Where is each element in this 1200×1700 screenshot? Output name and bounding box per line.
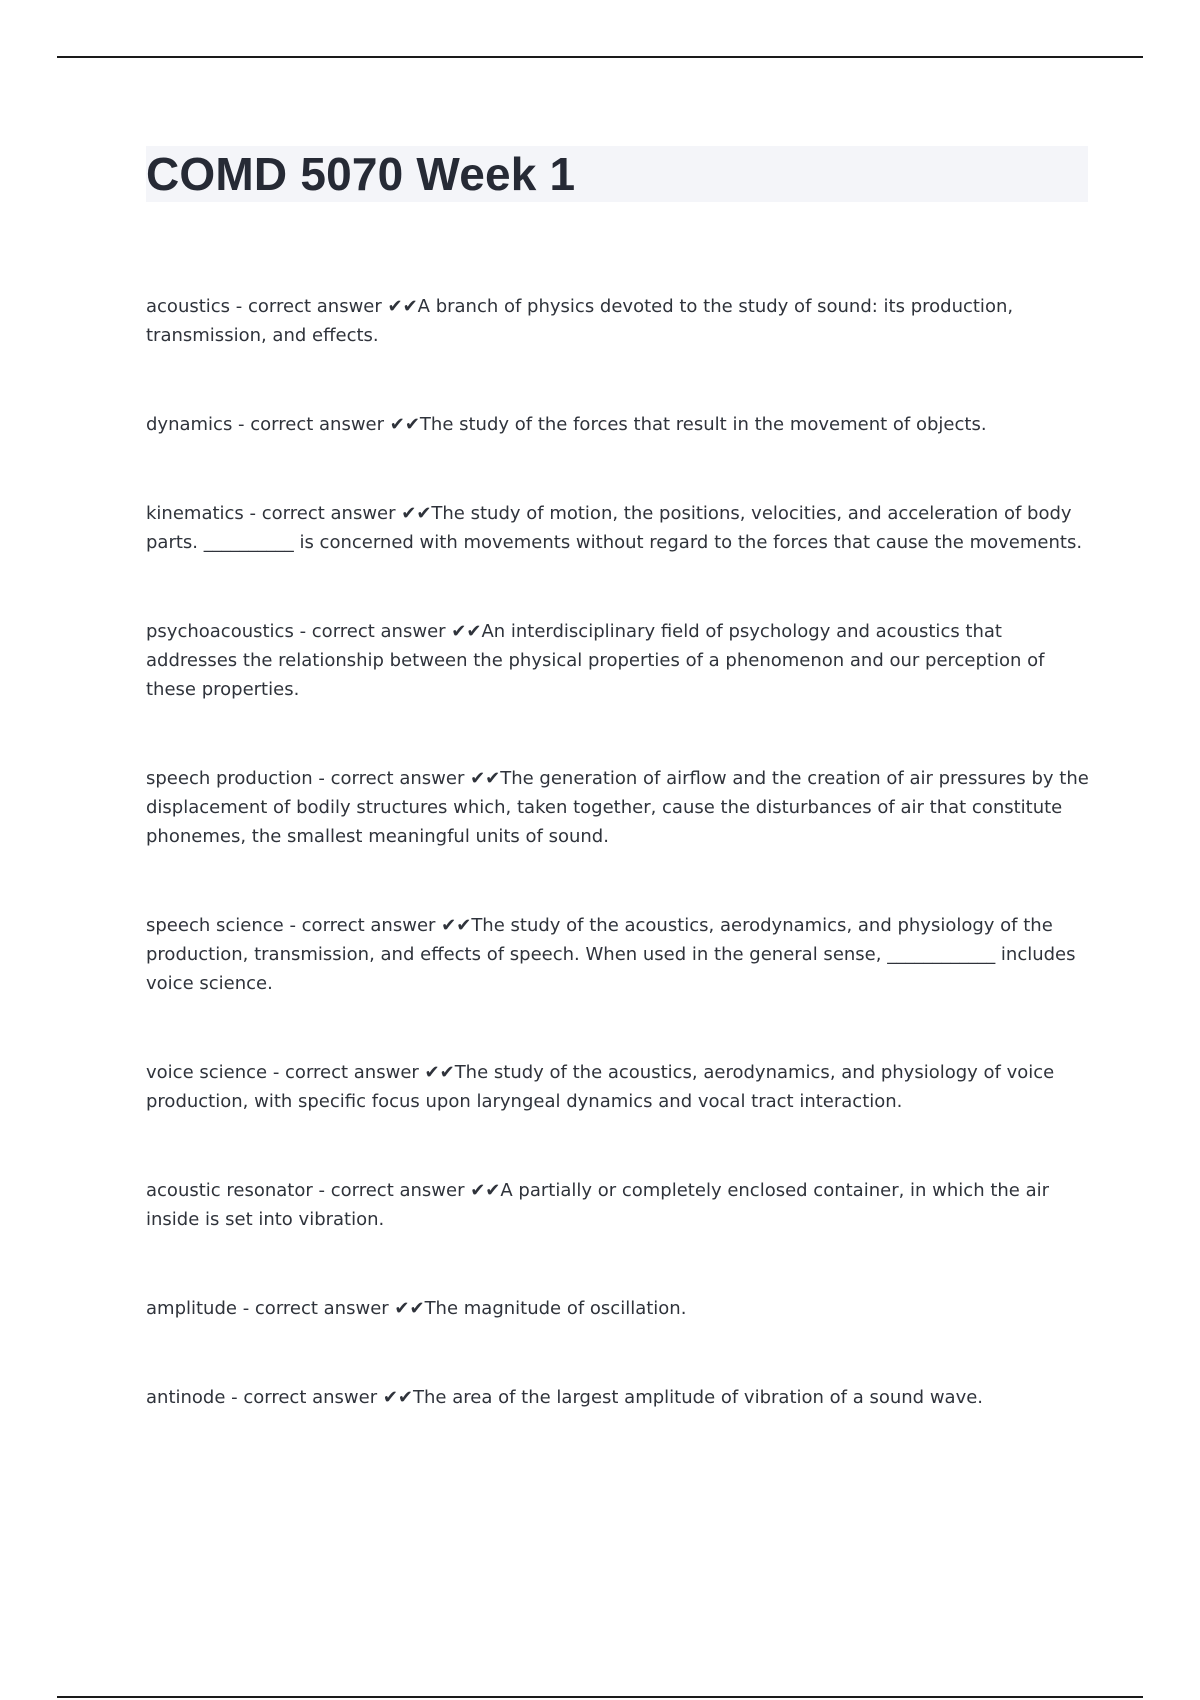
entry-separator: - correct answer [225, 1387, 383, 1408]
entry-separator: - correct answer [312, 768, 471, 789]
entry-term: amplitude [146, 1298, 237, 1319]
entry-term: kinematics [146, 503, 244, 524]
list-item [146, 911, 1096, 998]
checkmark-icon: ✔✔ [387, 296, 418, 317]
list-item [146, 617, 1096, 704]
entry-definition: The study of motion, the positions, velocities, and acceleration of body parts. __________ is concerned with movements without regard to the forces that cause the movements. [146, 503, 1083, 553]
bottom-rule [57, 1696, 1143, 1698]
checkmark-icon: ✔✔ [401, 503, 432, 524]
checkmark-icon: ✔✔ [382, 1387, 414, 1408]
title-block [146, 146, 1088, 202]
entry-term: antinode [146, 1387, 226, 1408]
list-item [146, 1383, 1096, 1412]
entry-definition: The generation of airflow and the creation of air pressures by the displacement of bodily structures which, taken together, cause the disturbances of air that constitute phonemes, the smallest meaningful units of sound. [146, 768, 1089, 847]
entry-separator: - correct answer [236, 1298, 395, 1319]
entry-separator: - correct answer [293, 621, 452, 642]
entry-separator: - correct answer [283, 915, 442, 936]
list-item [146, 292, 1096, 350]
checkmark-icon: ✔✔ [470, 1180, 501, 1201]
entry-definition: The study of the acoustics, aerodynamics, and physiology of voice production, with specific focus upon laryngeal dynamics and vocal tract interaction. [146, 1062, 1055, 1112]
entry-term: speech production [146, 768, 313, 789]
entry-term: speech science [146, 915, 284, 936]
entry-definition: A branch of physics devoted to the study of sound: its production, transmission, and effects. [146, 296, 1014, 346]
entry-term: dynamics [146, 414, 233, 435]
checkmark-icon: ✔✔ [470, 768, 501, 789]
entry-term: acoustic resonator [146, 1180, 313, 1201]
entry-term: psychoacoustics [146, 621, 294, 642]
checkmark-icon: ✔✔ [451, 621, 482, 642]
entry-definition: The study of the acoustics, aerodynamics, and physiology of the production, transmission, and effects of speech. When used in the general sense, ____________ includes voice science. [146, 915, 1076, 994]
entry-definition: An interdisciplinary field of psychology and acoustics that addresses the relationship between the physical properties of a phenomenon and our perception of these properties. [146, 621, 1045, 700]
entry-term: acoustics [146, 296, 231, 317]
entry-definition: The study of the forces that result in the movement of objects. [419, 414, 987, 435]
entry-separator: - correct answer [267, 1062, 425, 1083]
checkmark-icon: ✔✔ [441, 915, 472, 936]
entry-term: voice science [146, 1062, 268, 1083]
checkmark-icon: ✔✔ [389, 414, 420, 435]
entry-separator: - correct answer [312, 1180, 471, 1201]
checkmark-icon: ✔✔ [394, 1298, 425, 1319]
checkmark-icon: ✔✔ [424, 1062, 455, 1083]
entry-definition: The magnitude of oscillation. [424, 1298, 687, 1319]
list-item [146, 410, 1096, 439]
list-item [146, 1294, 1096, 1323]
entry-separator: - correct answer [230, 296, 388, 317]
page-title: COMD 5070 Week 1 [146, 148, 576, 200]
list-item [146, 764, 1096, 851]
entry-separator: - correct answer [232, 414, 390, 435]
list-item [146, 499, 1096, 557]
list-item [146, 1058, 1096, 1116]
top-rule [57, 56, 1143, 58]
entry-definition: The area of the largest amplitude of vibration of a sound wave. [413, 1387, 984, 1408]
entry-list [146, 292, 1096, 1472]
entry-separator: - correct answer [243, 503, 402, 524]
entry-definition: A partially or completely enclosed container, in which the air inside is set into vibration. [146, 1180, 1050, 1230]
list-item [146, 1176, 1096, 1234]
